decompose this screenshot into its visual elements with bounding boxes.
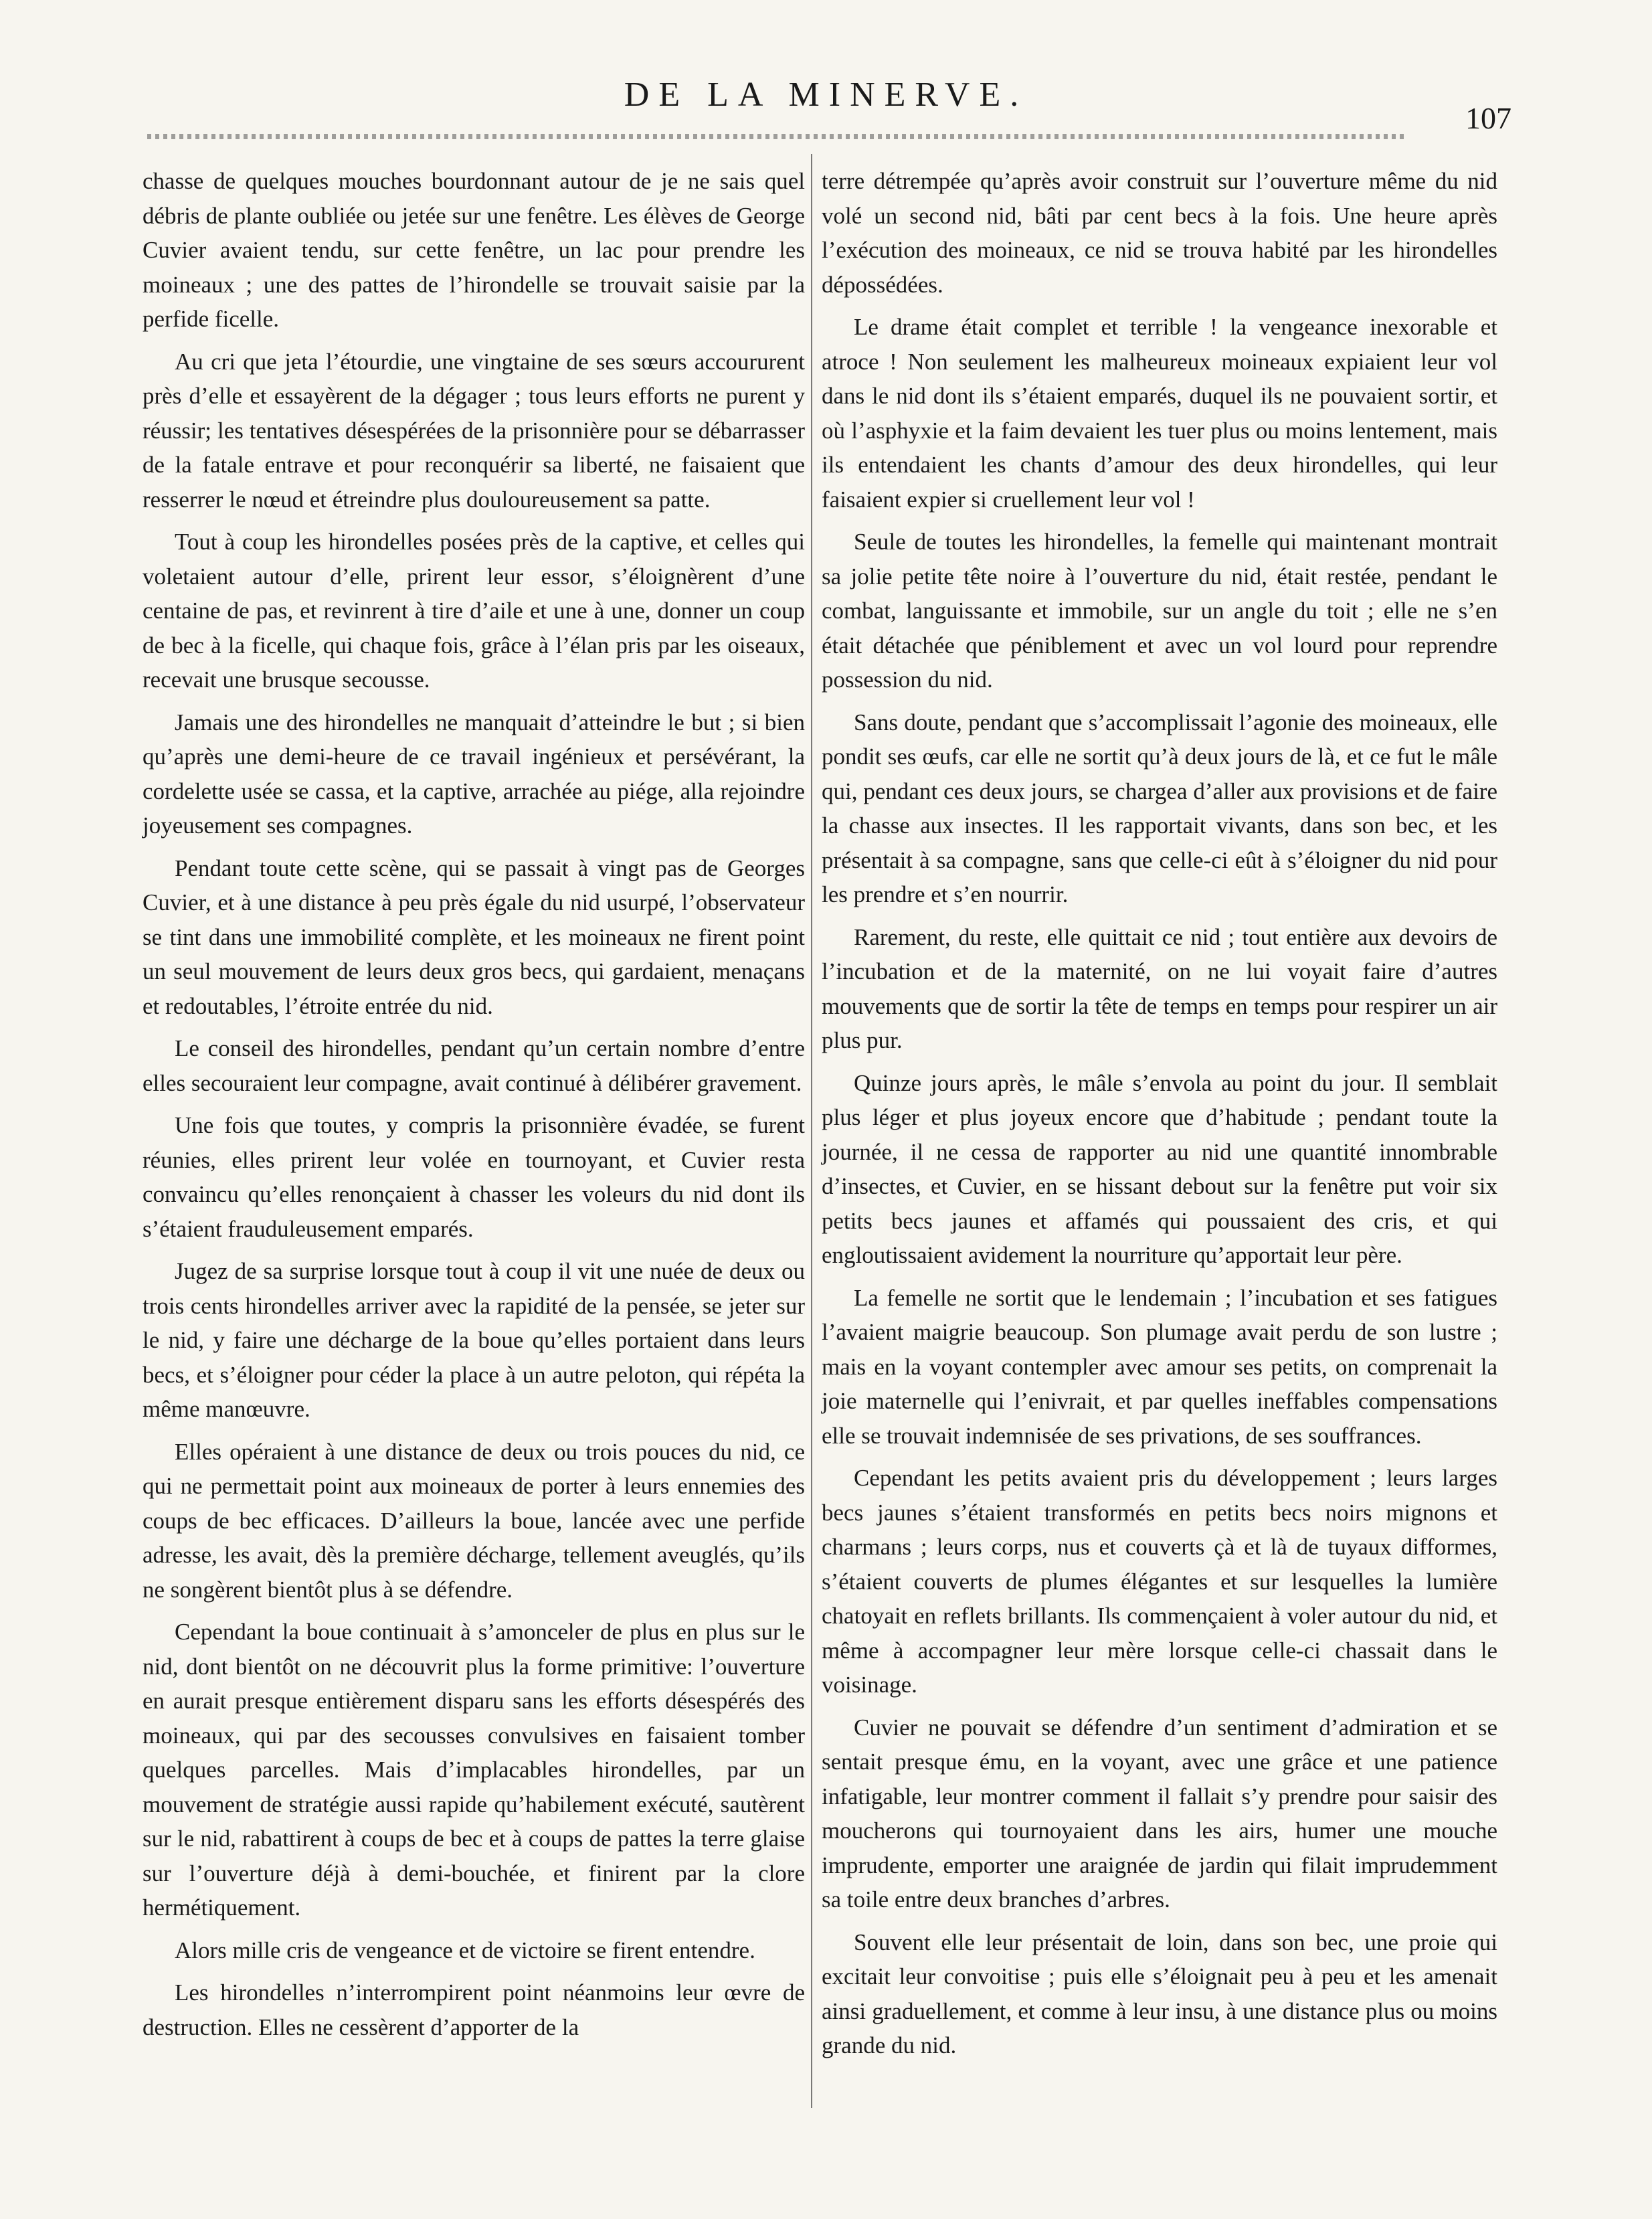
paragraph: Souvent elle leur présentait de loin, dans son bec, une proie qui excitait leur convoitise ; puis elle s’éloignait peu à peu et les amenait ainsi graduellement, et comme à leur insu, à une distance plus ou moins grande du nid.	[822, 1929, 1497, 2058]
left-column	[143, 164, 805, 2052]
page-number: 107	[1465, 101, 1511, 135]
paragraph: Les hirondelles n’interrompirent point néanmoins leur œvre de destruction. Elles ne cessèrent d’apporter de la	[143, 1979, 805, 2040]
right-column	[822, 164, 1497, 2071]
paragraph: terre détrempée qu’après avoir construit sur l’ouverture même du nid volé un second nid, bâti par cent becs à la fois. Une heure après l’exécution des moineaux, ce nid se trouva habité par les hirondelles dépossédées.	[822, 168, 1497, 298]
paragraph: chasse de quelques mouches bourdonnant autour de je ne sais quel débris de plante oubliée ou jetée sur une fenêtre. Les élèves de George Cuvier avaient tendu, sur cette fenêtre, un lac pour prendre les moineaux ; une des pattes de l’hirondelle se trouvait saisie par la perfide ficelle.	[143, 168, 805, 332]
paragraph: Quinze jours après, le mâle s’envola au point du jour. Il semblait plus léger et plus joyeux encore que d’habitude ; pendant toute la journée, il ne cessa de rapporter au nid une quantité innombrable d’insectes, et Cuvier, en se hissant debout sur la fenêtre put voir six petits becs jaunes et affamés qui poussaient des cris, et qui engloutissaient avidement la nourriture qu’apportait leur père.	[822, 1069, 1497, 1268]
paragraph: Seule de toutes les hirondelles, la femelle qui maintenant montrait sa jolie petite tête noire à l’ouverture du nid, était restée, pendant le combat, languissante et immobile, sur un angle du toit ; elle ne s’en était détachée que péniblement et avec un vol lourd pour reprendre possession du nid.	[822, 529, 1497, 693]
paragraph: Le conseil des hirondelles, pendant qu’un certain nombre d’entre elles secouraient leur compagne, avait continué à délibérer gravement.	[143, 1035, 805, 1096]
paragraph: Cependant la boue continuait à s’amonceler de plus en plus sur le nid, dont bientôt on ne découvrit plus la forme primitive: l’ouverture en aurait presque entièrement disparu sans les efforts désespérés des moineaux, qui par des secousses convulsives en faisaient tomber quelques parcelles. Mais d’implacables hirondelles, par un mouvement de stratégie aussi rapide qu’habilement exécuté, sautèrent sur le nid, rabattirent à coups de bec et à coups de pattes la terre glaise sur l’ouverture déjà à demi-bouchée, et finirent par la clore hermétiquement.	[143, 1619, 805, 1921]
paragraph: Alors mille cris de vengeance et de victoire se firent entendre.	[175, 1937, 755, 1963]
paragraph: Elles opéraient à une distance de deux ou trois pouces du nid, ce qui ne permettait point aux moineaux de porter à leurs ennemies des coups de bec efficaces. D’ailleurs la boue, lancée avec une perfide adresse, les avait, dès la première décharge, tellement aveuglés, qu’ils ne songèrent bientôt plus à se défendre.	[143, 1438, 805, 1603]
paragraph: Au cri que jeta l’étourdie, une vingtaine de ses sœurs accoururent près d’elle et essayèrent de la dégager ; tous leurs efforts ne purent y réussir; les tentatives désespérées de la prisonnière pour se débarrasser de la fatale entrave et pour reconquérir sa liberté, ne faisaient que resserrer le nœud et étreindre plus douloureusement sa patte.	[143, 348, 805, 513]
paragraph: La femelle ne sortit que le lendemain ; l’incubation et ses fatigues l’avaient maigrie beaucoup. Son plumage avait perdu de son lustre ; mais en la voyant contempler avec amour ses petits, on comprenait la joie maternelle qui l’enivrait, et par quelles ineffables compensations elle se trouvait indemnisée de ses privations, de ses souffrances.	[822, 1284, 1497, 1449]
paragraph: Le drame était complet et terrible ! la vengeance inexorable et atroce ! Non seulement les malheureux moineaux expiaient leur vol dans le nid dont ils s’étaient emparés, duquel ils ne pouvaient sortir, et où l’asphyxie et la faim devaient les tuer plus ou moins lentement, mais ils entendaient les chants d’amour des deux hirondelles, qui leur faisaient expier si cruellement leur vol !	[822, 314, 1497, 513]
header-rule	[147, 134, 1405, 139]
paragraph: Rarement, du reste, elle quittait ce nid ; tout entière aux devoirs de l’incubation et de la maternité, on ne lui voyait faire d’autres mouvements que de sortir la tête de temps en temps pour respirer un air plus pur.	[822, 923, 1497, 1053]
paragraph: Cuvier ne pouvait se défendre d’un sentiment d’admiration et se sentait presque ému, en la voyant, avec une grâce et une patience infatigable, leur montrer comment il fallait s’y prendre pour saisir des moucherons qui tournoyaient dans les airs, humer une mouche imprudente, emporter une araignée de jardin qui filait imprudemment sa toile entre deux branches d’arbres.	[822, 1714, 1497, 1913]
paragraph: Cependant les petits avaient pris du développement ; leurs larges becs jaunes s’étaient transformés en petits becs noirs mignons et charmans ; leurs corps, nus et couverts çà et là de tuyaux difformes, s’étaient couverts de plumes élégantes et sur lesquelles la lumière chatoyait en reflets brillants. Ils commençaient à voler autour du nid, et même à accompagner leur mère lorsque celle-ci chassait dans le voisinage.	[822, 1465, 1497, 1698]
paragraph: Pendant toute cette scène, qui se passait à vingt pas de Georges Cuvier, et à une distance à peu près égale du nid usurpé, l’observateur se tint dans une immobilité complète, et les moineaux ne firent point un seul mouvement de leurs deux gros becs, qui gardaient, menaçans et redoutables, l’étroite entrée du nid.	[143, 855, 805, 1019]
paragraph: Tout à coup les hirondelles posées près de la captive, et celles qui voletaient autour d’elle, prirent leur essor, s’éloignèrent d’une centaine de pas, et revinrent à tire d’aile et une à une, donner un coup de bec à la ficelle, qui chaque fois, grâce à l’élan pris par les oiseaux, recevait une brusque secousse.	[143, 529, 805, 693]
running-head: DE LA MINERVE.	[624, 76, 1028, 114]
paragraph: Jamais une des hirondelles ne manquait d’atteindre le but ; si bien qu’après une demi-heure de ce travail ingénieux et persévérant, la cordelette usée se cassa, et la captive, arrachée au piége, alla rejoindre joyeusement ses compagnes.	[143, 709, 805, 838]
paragraph: Jugez de sa surprise lorsque tout à coup il vit une nuée de deux ou trois cents hirondelles arriver avec la rapidité de la pensée, se jeter sur le nid, y faire une décharge de la boue qu’elles portaient dans leurs becs, et s’éloigner pour céder la place à un autre peloton, qui répéta la même manœuvre.	[143, 1258, 805, 1422]
paragraph: Sans doute, pendant que s’accomplissait l’agonie des moineaux, elle pondit ses œufs, car elle ne sortit qu’à deux jours de là, et ce fut le mâle qui, pendant ces deux jours, se chargea d’aller aux provisions et de faire la chasse aux insectes. Il les rapportait vivants, dans son bec, et les présentait à sa compagne, sans que celle-ci eût à s’éloigner du nid pour les prendre et s’en nourrir.	[822, 709, 1497, 907]
column-divider	[811, 154, 812, 2108]
paragraph: Une fois que toutes, y compris la prisonnière évadée, se furent réunies, elles prirent leur volée en tournoyant, et Cuvier resta convaincu qu’elles renonçaient à chasser les voleurs du nid dont ils s’étaient frauduleusement emparés.	[143, 1112, 805, 1242]
